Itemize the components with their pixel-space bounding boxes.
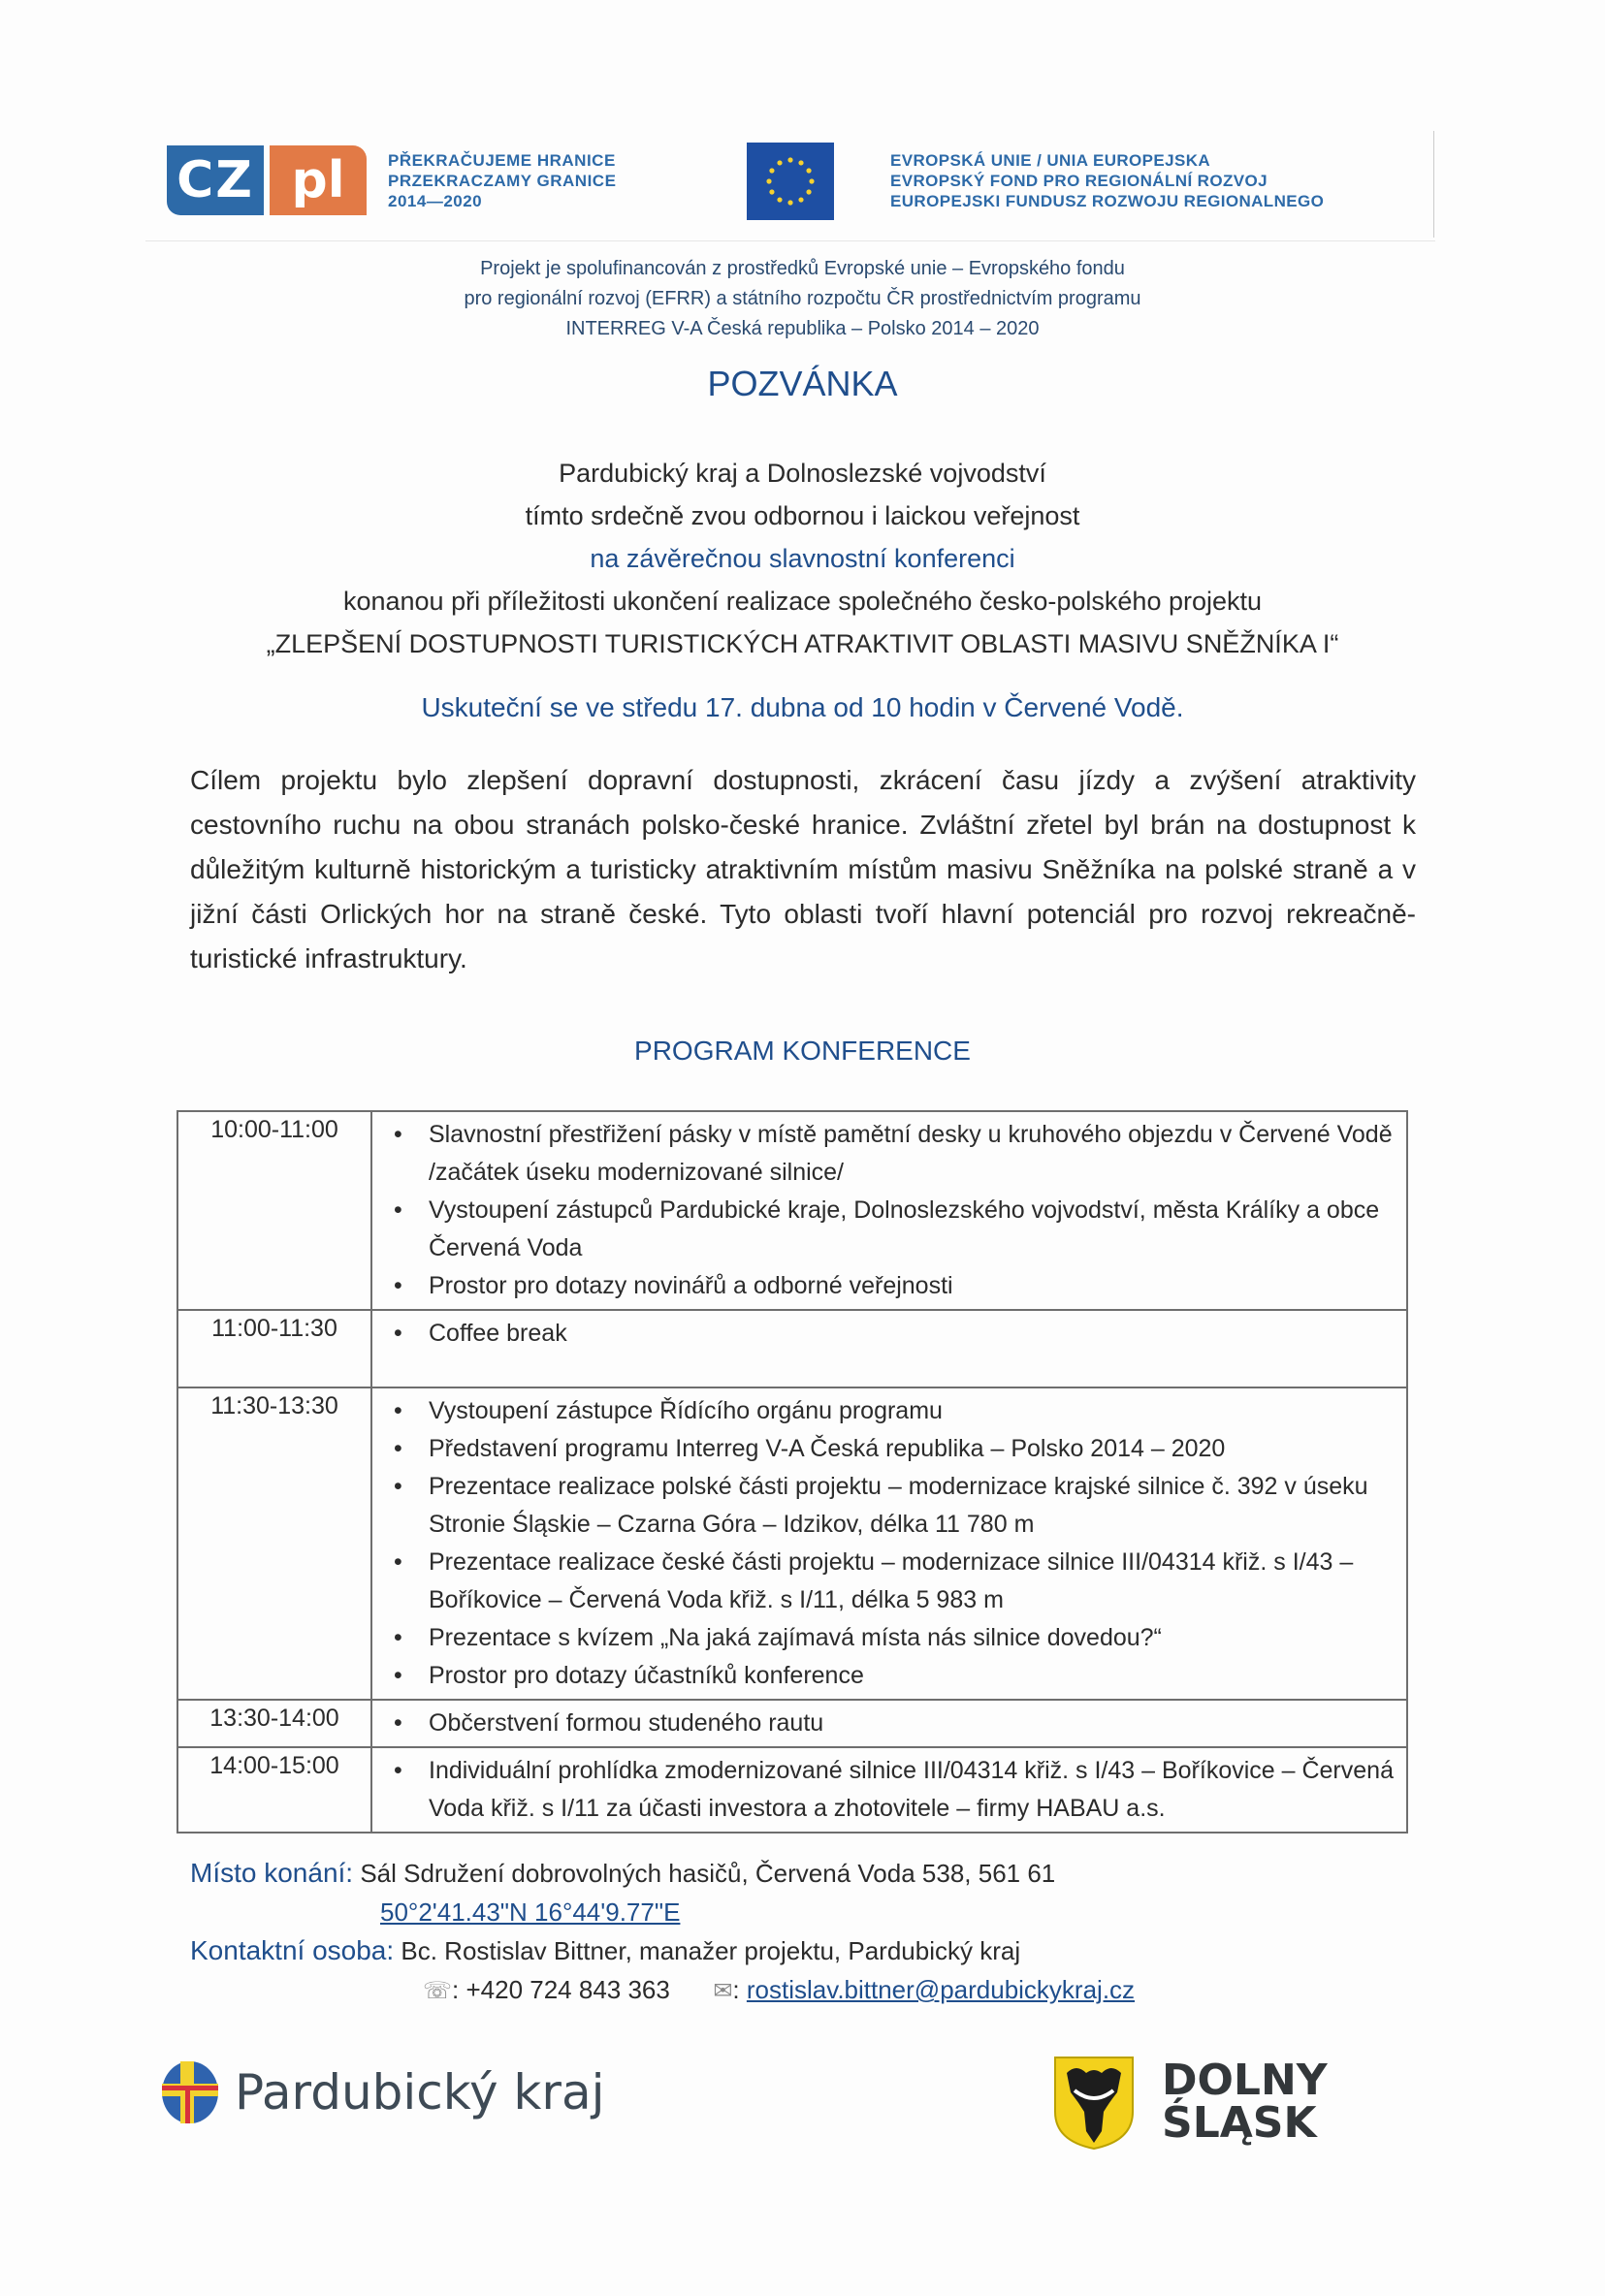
czpl-slogan-line: PŘEKRAČUJEME HRANICE xyxy=(388,151,616,170)
czpl-logo-pl: pl xyxy=(270,145,367,215)
page-title: POZVÁNKA xyxy=(707,364,898,403)
pardubicky-kraj-emblem-icon xyxy=(161,2060,219,2124)
schedule-item-list xyxy=(372,1315,1396,1353)
schedule-item: • Prostor pro dotazy novinářů a odborné veřejnosti xyxy=(372,1267,1396,1305)
schedule-item-list xyxy=(372,1752,1396,1828)
eu-star-icon xyxy=(787,200,792,205)
contact-person-value: Bc. Rostislav Bittner, manažer projektu, Pardubický kraj xyxy=(401,1936,1021,1965)
coordinates-link[interactable]: 50°2'41.43"N 16°44'9.77"E xyxy=(380,1897,681,1927)
intro-line: tímto srdečně zvou odbornou i laickou veřejnost xyxy=(525,501,1080,530)
email-separator: : xyxy=(732,1975,740,2004)
contact-person-label: Kontaktní osoba: xyxy=(190,1935,395,1965)
contact-person-row xyxy=(190,1931,1451,1970)
czpl-logo-cz: CZ xyxy=(167,145,264,215)
funding-line: Projekt je spolufinancován z prostředků Evropské unie – Evropského fondu xyxy=(480,258,1125,279)
eu-star-icon xyxy=(769,168,774,173)
pardubicky-kraj-name: Pardubický kraj xyxy=(235,2064,605,2121)
schedule-row xyxy=(177,1387,1407,1700)
event-datetime: Uskuteční se ve středu 17. dubna od 10 hodin v Červené Vodě. xyxy=(421,692,1184,722)
venue-row xyxy=(190,1854,1451,1893)
program-title: PROGRAM KONFERENCE xyxy=(634,1036,971,1066)
schedule-items xyxy=(371,1700,1407,1747)
czpl-logo xyxy=(167,145,378,215)
schedule-item: • Prezentace realizace polské části projektu – modernizace krajské silnice č. 392 v úseku Stronie Śląskie – Czarna Góra – Idzikov, délka 11 780 m xyxy=(372,1468,1396,1544)
invitation-intro xyxy=(145,452,1460,665)
schedule-item: • Občerstvení formou studeného rautu xyxy=(372,1705,1396,1742)
schedule-item-list xyxy=(372,1705,1396,1742)
schedule-item: • Vystoupení zástupce Řídícího orgánu programu xyxy=(372,1392,1396,1430)
eu-star-icon xyxy=(806,168,811,173)
schedule-item: • Slavnostní přestřižení pásky v místě pamětní desky u kruhového objezdu v Červené Vodě /začátek úseku modernizované silnice/ xyxy=(372,1116,1396,1192)
funding-line: pro regionální rozvoj (EFRR) a státního rozpočtu ČR prostřednictvím programu xyxy=(464,288,1141,309)
eu-star-icon xyxy=(787,157,792,162)
dolny-slask-name xyxy=(1162,2056,1328,2148)
eu-fund-text xyxy=(890,150,1324,211)
silesian-eagle-shield-icon xyxy=(1053,2054,1135,2151)
phone-number: : +420 724 843 363 xyxy=(452,1975,670,2004)
eu-flag-icon xyxy=(747,143,834,220)
schedule-item: • Představení programu Interreg V-A Česká republika – Polsko 2014 – 2020 xyxy=(372,1430,1396,1468)
eu-star-icon xyxy=(809,178,814,183)
venue-label: Místo konání: xyxy=(190,1858,354,1888)
schedule-items xyxy=(371,1387,1407,1700)
intro-line: konanou při příležitosti ukončení realizace společného česko-polského projektu xyxy=(342,587,1263,616)
schedule-items xyxy=(371,1111,1407,1310)
schedule-row xyxy=(177,1700,1407,1747)
eu-star-icon xyxy=(777,160,782,165)
eu-star-icon xyxy=(798,160,803,165)
schedule-items xyxy=(371,1310,1407,1387)
eu-star-icon xyxy=(766,178,771,183)
eu-star-icon xyxy=(806,189,811,194)
coordinates-row xyxy=(190,1893,1451,1931)
intro-line: Pardubický kraj a Dolnoslezské vojvodství xyxy=(559,459,1046,488)
project-description: Cílem projektu bylo zlepšení dopravní dostupnosti, zkrácení času jízdy a zvýšení atraktivity cestovního ruchu na obou stranách polsko-české hranice. Zvláštní zřetel byl brán na dostupnost k důležitým kulturně historickým a turisticky atraktivním místům masivu Sněžníka na polské straně a v jižní části Orlických hor na straně české. Tyto oblasti tvoří hlavní potenciál pro rozvoj rekreačně-turistické infrastruktury. xyxy=(190,765,1416,973)
header-divider xyxy=(145,240,1435,241)
eu-star-icon xyxy=(798,197,803,202)
eu-fund-line: EUROPEJSKI FUNDUSZ ROZWOJU REGIONALNEGO xyxy=(890,192,1325,210)
phone-icon: ☏ xyxy=(423,1978,453,2004)
schedule-item: • Prostor pro dotazy účastníků konference xyxy=(372,1657,1396,1695)
schedule-item: • Prezentace s kvízem „Na jaká zajímavá místa nás silnice dovedou?“ xyxy=(372,1619,1396,1657)
czpl-slogan-line: 2014—2020 xyxy=(388,192,483,210)
header-vertical-divider xyxy=(1433,131,1434,238)
dolny-slask-logo xyxy=(1053,2054,1328,2151)
pardubicky-kraj-logo xyxy=(161,2060,604,2124)
schedule-row xyxy=(177,1310,1407,1387)
schedule-item: • Individuální prohlídka zmodernizované silnice III/04314 křiž. s I/43 – Boříkovice – Červená Voda křiž. s I/11 za účasti investora a zhotovitele – firmy HABAU a.s. xyxy=(372,1752,1396,1828)
funding-notice xyxy=(291,254,1314,344)
dolny-slask-line: ŚLĄSK xyxy=(1162,2098,1317,2148)
email-link[interactable]: rostislav.bittner@pardubickykraj.cz xyxy=(746,1975,1136,2004)
schedule-item: • Coffee break xyxy=(372,1315,1396,1353)
schedule-item-list xyxy=(372,1116,1396,1305)
schedule-time: 11:30-13:30 xyxy=(177,1387,371,1700)
schedule-row xyxy=(177,1747,1407,1833)
czpl-slogan xyxy=(388,150,616,211)
envelope-icon: ✉ xyxy=(713,1978,733,2004)
schedule-time: 11:00-11:30 xyxy=(177,1310,371,1387)
eu-star-icon xyxy=(777,197,782,202)
schedule-items xyxy=(371,1747,1407,1833)
schedule-row xyxy=(177,1111,1407,1310)
venue-value: Sál Sdružení dobrovolných hasičů, Červená Voda 538, 561 61 xyxy=(360,1859,1056,1888)
contact-block xyxy=(190,1854,1451,2011)
project-name: „ZLEPŠENÍ DOSTUPNOSTI TURISTICKÝCH ATRAKTIVIT OBLASTI MASIVU SNĚŽNÍKA I“ xyxy=(266,629,1339,658)
dolny-slask-line: DOLNY xyxy=(1162,2056,1328,2105)
eu-star-icon xyxy=(769,189,774,194)
schedule-item: • Prezentace realizace české části projektu – modernizace silnice III/04314 křiž. s I/43 – Boříkovice – Červená Voda křiž. s I/11, délka 5 983 m xyxy=(372,1544,1396,1619)
intro-highlight: na závěrečnou slavnostní konferenci xyxy=(590,544,1015,573)
schedule-item-list xyxy=(372,1392,1396,1695)
schedule-item: • Vystoupení zástupců Pardubické kraje, Dolnoslezského vojvodství, města Králíky a obce Červená Voda xyxy=(372,1192,1396,1267)
schedule-time: 14:00-15:00 xyxy=(177,1747,371,1833)
eu-fund-line: EVROPSKÝ FOND PRO REGIONÁLNÍ ROZVOJ xyxy=(890,172,1268,190)
eu-fund-line: EVROPSKÁ UNIE / UNIA EUROPEJSKA xyxy=(890,151,1211,170)
funding-line: INTERREG V-A Česká republika – Polsko 2014 – 2020 xyxy=(565,318,1040,339)
phone-email-row xyxy=(190,1970,1451,2011)
schedule-time: 13:30-14:00 xyxy=(177,1700,371,1747)
program-table xyxy=(177,1110,1408,1834)
czpl-slogan-line: PRZEKRACZAMY GRANICE xyxy=(388,172,617,190)
schedule-time: 10:00-11:00 xyxy=(177,1111,371,1310)
